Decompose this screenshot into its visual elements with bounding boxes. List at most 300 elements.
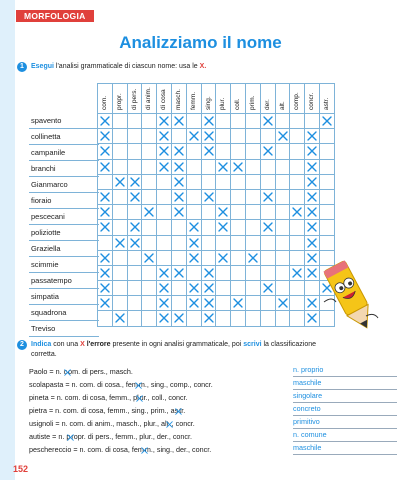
grid-cell[interactable] xyxy=(112,205,127,220)
grid-cell[interactable] xyxy=(260,129,275,144)
grid-cell[interactable] xyxy=(98,265,113,280)
grid-cell[interactable] xyxy=(98,189,113,204)
instruction-part-3: presente in ogni analisi grammaticale, poi xyxy=(112,341,242,348)
grid-cell[interactable] xyxy=(186,296,201,311)
answer-field[interactable]: primitivo xyxy=(293,415,397,429)
grid-cell[interactable] xyxy=(216,311,231,326)
x-mark-icon xyxy=(159,162,169,172)
x-mark-icon xyxy=(159,146,169,156)
x-mark-icon xyxy=(204,283,214,293)
grid-cell[interactable] xyxy=(201,189,216,204)
column-header-label: comp. xyxy=(293,92,301,110)
grid-cell[interactable] xyxy=(157,281,172,296)
grid-cell[interactable] xyxy=(142,129,157,144)
error-x-icon xyxy=(141,447,148,454)
grid-cell[interactable] xyxy=(201,296,216,311)
grid-cell[interactable] xyxy=(98,159,113,174)
noun-label: campanile xyxy=(29,145,99,161)
grid-cell[interactable] xyxy=(201,220,216,235)
grid-cell[interactable] xyxy=(127,129,142,144)
grid-cell[interactable] xyxy=(290,205,305,220)
grid-cell[interactable] xyxy=(157,265,172,280)
grid-cell[interactable] xyxy=(231,114,246,129)
grid-cell[interactable] xyxy=(245,311,260,326)
grid-cell[interactable] xyxy=(186,205,201,220)
grid-cell[interactable] xyxy=(319,205,334,220)
grid-cell[interactable] xyxy=(112,296,127,311)
grid-cell[interactable] xyxy=(260,189,275,204)
grid-cell[interactable] xyxy=(245,174,260,189)
grid-cell[interactable] xyxy=(290,296,305,311)
grid-cell[interactable] xyxy=(305,159,320,174)
grid-cell[interactable] xyxy=(186,281,201,296)
grid-cell[interactable] xyxy=(231,265,246,280)
x-mark-icon xyxy=(307,207,317,217)
grid-cell[interactable] xyxy=(157,174,172,189)
grid-cell[interactable] xyxy=(186,311,201,326)
grid-cell[interactable] xyxy=(245,189,260,204)
grid-cell[interactable] xyxy=(245,129,260,144)
grid-cell[interactable] xyxy=(201,265,216,280)
grid-cell[interactable] xyxy=(98,174,113,189)
grid-cell[interactable] xyxy=(260,144,275,159)
exercise-number-2: 2 xyxy=(17,340,27,350)
grid-cell[interactable] xyxy=(142,265,157,280)
grid-cell[interactable] xyxy=(157,296,172,311)
grid-cell[interactable] xyxy=(275,205,290,220)
grid-cell[interactable] xyxy=(142,174,157,189)
grid-cell[interactable] xyxy=(245,114,260,129)
grid-cell[interactable] xyxy=(319,144,334,159)
grid-cell[interactable] xyxy=(112,114,127,129)
x-mark-icon xyxy=(159,268,169,278)
pencil-mascot-icon xyxy=(318,256,382,341)
grid-cell[interactable] xyxy=(171,144,186,159)
analysis-text xyxy=(29,430,192,443)
x-mark-icon xyxy=(189,298,199,308)
grid-cell[interactable] xyxy=(231,250,246,265)
grid-cell[interactable] xyxy=(127,189,142,204)
grid-cell[interactable] xyxy=(245,220,260,235)
x-mark-icon xyxy=(218,162,228,172)
grid-cell[interactable] xyxy=(201,114,216,129)
x-mark-icon xyxy=(218,253,228,263)
grid-cell[interactable] xyxy=(171,235,186,250)
x-mark-icon xyxy=(204,131,214,141)
analysis-text xyxy=(29,404,185,417)
grid-cell[interactable] xyxy=(290,281,305,296)
grid-cell[interactable] xyxy=(275,159,290,174)
grid-cell[interactable] xyxy=(260,174,275,189)
crossed-letter: p xyxy=(66,432,71,441)
grid-cell[interactable] xyxy=(186,189,201,204)
grid-row xyxy=(98,281,335,296)
x-mark-icon xyxy=(100,253,110,263)
grid-cell[interactable] xyxy=(260,114,275,129)
grid-cell[interactable] xyxy=(171,189,186,204)
grid-cell[interactable] xyxy=(127,311,142,326)
grid-cell[interactable] xyxy=(171,220,186,235)
grid-cell[interactable] xyxy=(216,265,231,280)
noun-label: scimmie xyxy=(29,257,99,273)
column-header xyxy=(127,84,142,114)
grid-cell[interactable] xyxy=(290,250,305,265)
x-mark-icon xyxy=(263,116,273,126)
grid-cell[interactable] xyxy=(127,144,142,159)
grid-cell[interactable] xyxy=(186,235,201,250)
grid-cell[interactable] xyxy=(319,129,334,144)
grid-cell[interactable] xyxy=(127,281,142,296)
grid-cell[interactable] xyxy=(305,144,320,159)
grid-cell[interactable] xyxy=(171,281,186,296)
grid-cell[interactable] xyxy=(127,205,142,220)
grid-cell[interactable] xyxy=(98,311,113,326)
answer-field[interactable]: maschile xyxy=(293,376,397,390)
grid-cell[interactable] xyxy=(98,144,113,159)
grid-cell[interactable] xyxy=(290,114,305,129)
grid-cell[interactable] xyxy=(112,250,127,265)
grid-cell[interactable] xyxy=(142,159,157,174)
grid-cell[interactable] xyxy=(216,114,231,129)
grid-cell[interactable] xyxy=(319,159,334,174)
column-header-label: com. xyxy=(101,95,108,110)
grid-cell[interactable] xyxy=(216,144,231,159)
exercise-2-instruction xyxy=(17,340,316,360)
grid-cell[interactable] xyxy=(201,129,216,144)
grid-cell[interactable] xyxy=(216,159,231,174)
grid-cell[interactable] xyxy=(216,296,231,311)
grid-cell[interactable] xyxy=(245,159,260,174)
analysis-before: pineta = n. com. di cosa, femm., p xyxy=(29,393,138,402)
grid-cell[interactable] xyxy=(231,281,246,296)
grid-cell[interactable] xyxy=(157,311,172,326)
grid-cell[interactable] xyxy=(98,250,113,265)
grid-cell[interactable] xyxy=(275,265,290,280)
grid-cell[interactable] xyxy=(290,159,305,174)
grid-cell[interactable] xyxy=(157,250,172,265)
grid-cell[interactable] xyxy=(245,235,260,250)
grid-cell[interactable] xyxy=(319,189,334,204)
grid-cell[interactable] xyxy=(98,114,113,129)
grid-cell[interactable] xyxy=(127,174,142,189)
grid-cell[interactable] xyxy=(186,220,201,235)
instruction-line-2: corretta. xyxy=(31,351,57,358)
grid-cell[interactable] xyxy=(98,129,113,144)
grid-cell[interactable] xyxy=(231,235,246,250)
noun-list xyxy=(29,113,99,337)
grid-cell[interactable] xyxy=(260,311,275,326)
grid-cell[interactable] xyxy=(112,189,127,204)
grid-cell[interactable] xyxy=(157,205,172,220)
grid-cell[interactable] xyxy=(245,281,260,296)
grid-cell[interactable] xyxy=(260,265,275,280)
grid-cell[interactable] xyxy=(142,220,157,235)
grid-cell[interactable] xyxy=(245,250,260,265)
grid-cell[interactable] xyxy=(142,281,157,296)
grid-cell[interactable] xyxy=(186,114,201,129)
grid-cell[interactable] xyxy=(98,281,113,296)
grid-cell[interactable] xyxy=(142,250,157,265)
x-mark-icon xyxy=(307,298,317,308)
grid-cell[interactable] xyxy=(275,189,290,204)
grid-cell[interactable] xyxy=(231,296,246,311)
grid-cell[interactable] xyxy=(290,189,305,204)
analysis-before: Paolo = n. xyxy=(29,367,64,376)
column-header xyxy=(290,84,305,114)
grid-cell[interactable] xyxy=(245,265,260,280)
grid-cell[interactable] xyxy=(171,174,186,189)
grid-cell[interactable] xyxy=(112,144,127,159)
grid-cell[interactable] xyxy=(216,220,231,235)
grid-cell[interactable] xyxy=(201,250,216,265)
grid-cell[interactable] xyxy=(245,205,260,220)
error-x-icon xyxy=(135,382,142,389)
grid-cell[interactable] xyxy=(201,235,216,250)
grid-cell[interactable] xyxy=(305,189,320,204)
grid-cell[interactable] xyxy=(245,296,260,311)
grid-cell[interactable] xyxy=(201,174,216,189)
answer-field[interactable]: maschile xyxy=(293,441,397,455)
noun-label: poliziotte xyxy=(29,225,99,241)
instruction-x: X xyxy=(80,341,85,348)
grid-cell[interactable] xyxy=(260,281,275,296)
grid-cell[interactable] xyxy=(305,129,320,144)
answer-field[interactable]: concreto xyxy=(293,402,397,416)
grid-cell[interactable] xyxy=(305,220,320,235)
answer-field[interactable]: n. comune xyxy=(293,428,397,442)
grid-cell[interactable] xyxy=(127,265,142,280)
grid-cell[interactable] xyxy=(231,174,246,189)
x-mark-icon xyxy=(130,177,140,187)
grid-cell[interactable] xyxy=(127,114,142,129)
grid-cell[interactable] xyxy=(186,250,201,265)
noun-label: Gianmarco xyxy=(29,177,99,193)
grid-cell[interactable] xyxy=(157,129,172,144)
instruction-text: l'analisi grammaticale di ciascun nome: usa le xyxy=(55,63,198,70)
grid-cell[interactable] xyxy=(127,220,142,235)
grid-cell[interactable] xyxy=(260,205,275,220)
x-mark-icon xyxy=(100,162,110,172)
x-mark-icon xyxy=(263,283,273,293)
x-mark-icon xyxy=(115,177,125,187)
grid-cell[interactable] xyxy=(216,281,231,296)
grid-cell[interactable] xyxy=(201,281,216,296)
instruction-part-1: con una xyxy=(53,341,79,348)
grid-cell[interactable] xyxy=(112,159,127,174)
grid-cell[interactable] xyxy=(98,205,113,220)
grid-cell[interactable] xyxy=(171,265,186,280)
grid-cell[interactable] xyxy=(112,129,127,144)
grid-cell[interactable] xyxy=(112,281,127,296)
noun-label: passatempo xyxy=(29,273,99,289)
grid-cell[interactable] xyxy=(112,265,127,280)
grid-cell[interactable] xyxy=(275,174,290,189)
grid-cell[interactable] xyxy=(231,205,246,220)
grid-cell[interactable] xyxy=(186,174,201,189)
grid-cell[interactable] xyxy=(127,235,142,250)
grid-cell[interactable] xyxy=(260,296,275,311)
column-header-label: coll. xyxy=(234,98,242,110)
x-mark-icon xyxy=(174,268,184,278)
error-x-icon xyxy=(67,434,74,441)
x-mark-icon xyxy=(159,298,169,308)
grid-cell[interactable] xyxy=(275,281,290,296)
grid-cell[interactable] xyxy=(98,220,113,235)
x-mark-icon xyxy=(115,238,125,248)
grid-cell[interactable] xyxy=(231,220,246,235)
grid-cell[interactable] xyxy=(290,311,305,326)
grid-cell[interactable] xyxy=(216,129,231,144)
grid-cell[interactable] xyxy=(142,235,157,250)
instruction-mark: X. xyxy=(199,63,207,70)
grid-cell[interactable] xyxy=(171,296,186,311)
grid-cell[interactable] xyxy=(275,129,290,144)
grid-cell[interactable] xyxy=(157,159,172,174)
x-mark-icon xyxy=(204,192,214,202)
x-mark-icon xyxy=(174,162,184,172)
grid-cell[interactable] xyxy=(112,220,127,235)
column-header-label: concr. xyxy=(308,92,316,110)
grid-cell[interactable] xyxy=(275,220,290,235)
x-mark-icon xyxy=(233,162,243,172)
grid-cell[interactable] xyxy=(260,220,275,235)
grid-cell[interactable] xyxy=(171,129,186,144)
column-header-label: plur. xyxy=(219,97,227,110)
grid-cell[interactable] xyxy=(171,250,186,265)
grid-cell[interactable] xyxy=(112,235,127,250)
column-header xyxy=(275,84,290,114)
grid-cell[interactable] xyxy=(319,220,334,235)
answer-field[interactable]: n. proprio xyxy=(293,363,397,377)
grid-cell[interactable] xyxy=(245,144,260,159)
grid-cell[interactable] xyxy=(112,311,127,326)
grid-cell[interactable] xyxy=(231,189,246,204)
column-header-label: di anim. xyxy=(145,87,153,110)
grid-cell[interactable] xyxy=(275,311,290,326)
x-mark-icon xyxy=(307,313,317,323)
grid-cell[interactable] xyxy=(305,205,320,220)
answer-field[interactable]: singolare xyxy=(293,389,397,403)
grid-cell[interactable] xyxy=(142,311,157,326)
grid-cell[interactable] xyxy=(142,144,157,159)
grid-cell[interactable] xyxy=(171,159,186,174)
grid-cell[interactable] xyxy=(186,129,201,144)
grid-cell[interactable] xyxy=(275,296,290,311)
grid-cell[interactable] xyxy=(275,235,290,250)
grid-cell[interactable] xyxy=(231,144,246,159)
grid-cell[interactable] xyxy=(157,220,172,235)
column-header-label: di cosa xyxy=(160,89,168,110)
noun-label: squadrona xyxy=(29,305,99,321)
x-mark-icon xyxy=(189,283,199,293)
grid-cell[interactable] xyxy=(319,174,334,189)
column-header xyxy=(112,84,127,114)
noun-label: collinetta xyxy=(29,129,99,145)
grid-cell[interactable] xyxy=(260,235,275,250)
grid-cell[interactable] xyxy=(186,159,201,174)
grid-cell[interactable] xyxy=(127,296,142,311)
grid-cell[interactable] xyxy=(171,205,186,220)
grid-cell[interactable] xyxy=(231,159,246,174)
grid-cell[interactable] xyxy=(201,205,216,220)
grid-cell[interactable] xyxy=(127,250,142,265)
grid-cell[interactable] xyxy=(231,129,246,144)
grid-cell[interactable] xyxy=(157,144,172,159)
crossed-letter: s xyxy=(174,406,179,415)
grid-cell[interactable] xyxy=(201,311,216,326)
grid-cell[interactable] xyxy=(231,311,246,326)
grid-cell[interactable] xyxy=(216,205,231,220)
grid-cell[interactable] xyxy=(201,144,216,159)
grid-cell[interactable] xyxy=(290,265,305,280)
grid-cell[interactable] xyxy=(305,174,320,189)
grid-cell[interactable] xyxy=(171,114,186,129)
grid-cell[interactable] xyxy=(290,220,305,235)
x-mark-icon xyxy=(204,146,214,156)
grid-row xyxy=(98,235,335,250)
grid-row xyxy=(98,174,335,189)
grid-cell[interactable] xyxy=(142,205,157,220)
grid-cell[interactable] xyxy=(290,235,305,250)
grid-cell[interactable] xyxy=(260,159,275,174)
exercise-number-1: 1 xyxy=(17,62,27,72)
grid-cell[interactable] xyxy=(216,250,231,265)
grid-cell[interactable] xyxy=(275,250,290,265)
grid-cell[interactable] xyxy=(319,114,334,129)
grid-cell[interactable] xyxy=(186,265,201,280)
column-header-label: der. xyxy=(263,99,271,110)
grid-cell[interactable] xyxy=(290,174,305,189)
column-header-label: propr. xyxy=(115,93,123,110)
noun-label: fioraio xyxy=(29,193,99,209)
x-mark-icon xyxy=(204,268,214,278)
grid-cell[interactable] xyxy=(127,159,142,174)
grid-cell[interactable] xyxy=(142,114,157,129)
grid-cell[interactable] xyxy=(260,250,275,265)
grid-cell[interactable] xyxy=(142,296,157,311)
x-mark-icon xyxy=(189,253,199,263)
grid-cell[interactable] xyxy=(305,114,320,129)
grid-cell[interactable] xyxy=(142,189,157,204)
grid-cell[interactable] xyxy=(216,235,231,250)
column-header xyxy=(142,84,157,114)
grid-cell[interactable] xyxy=(157,189,172,204)
grid-cell[interactable] xyxy=(112,174,127,189)
grid-cell[interactable] xyxy=(290,144,305,159)
grid-cell[interactable] xyxy=(98,296,113,311)
grid-cell[interactable] xyxy=(98,235,113,250)
grid-cell[interactable] xyxy=(216,174,231,189)
grid-cell[interactable] xyxy=(275,144,290,159)
verb-esegui: Esegui xyxy=(31,63,54,70)
x-mark-icon xyxy=(204,116,214,126)
grid-cell[interactable] xyxy=(275,114,290,129)
grid-cell[interactable] xyxy=(305,235,320,250)
grid-cell[interactable] xyxy=(216,189,231,204)
grid-cell[interactable] xyxy=(186,144,201,159)
x-mark-icon xyxy=(130,192,140,202)
analysis-before: autiste = n. xyxy=(29,432,67,441)
grid-cell[interactable] xyxy=(201,159,216,174)
grid-cell[interactable] xyxy=(290,129,305,144)
grid-cell[interactable] xyxy=(157,235,172,250)
x-mark-icon xyxy=(263,222,273,232)
grid-cell[interactable] xyxy=(319,235,334,250)
column-header xyxy=(157,84,172,114)
grid-cell[interactable] xyxy=(157,114,172,129)
grid-cell[interactable] xyxy=(171,311,186,326)
analysis-text xyxy=(29,378,213,391)
